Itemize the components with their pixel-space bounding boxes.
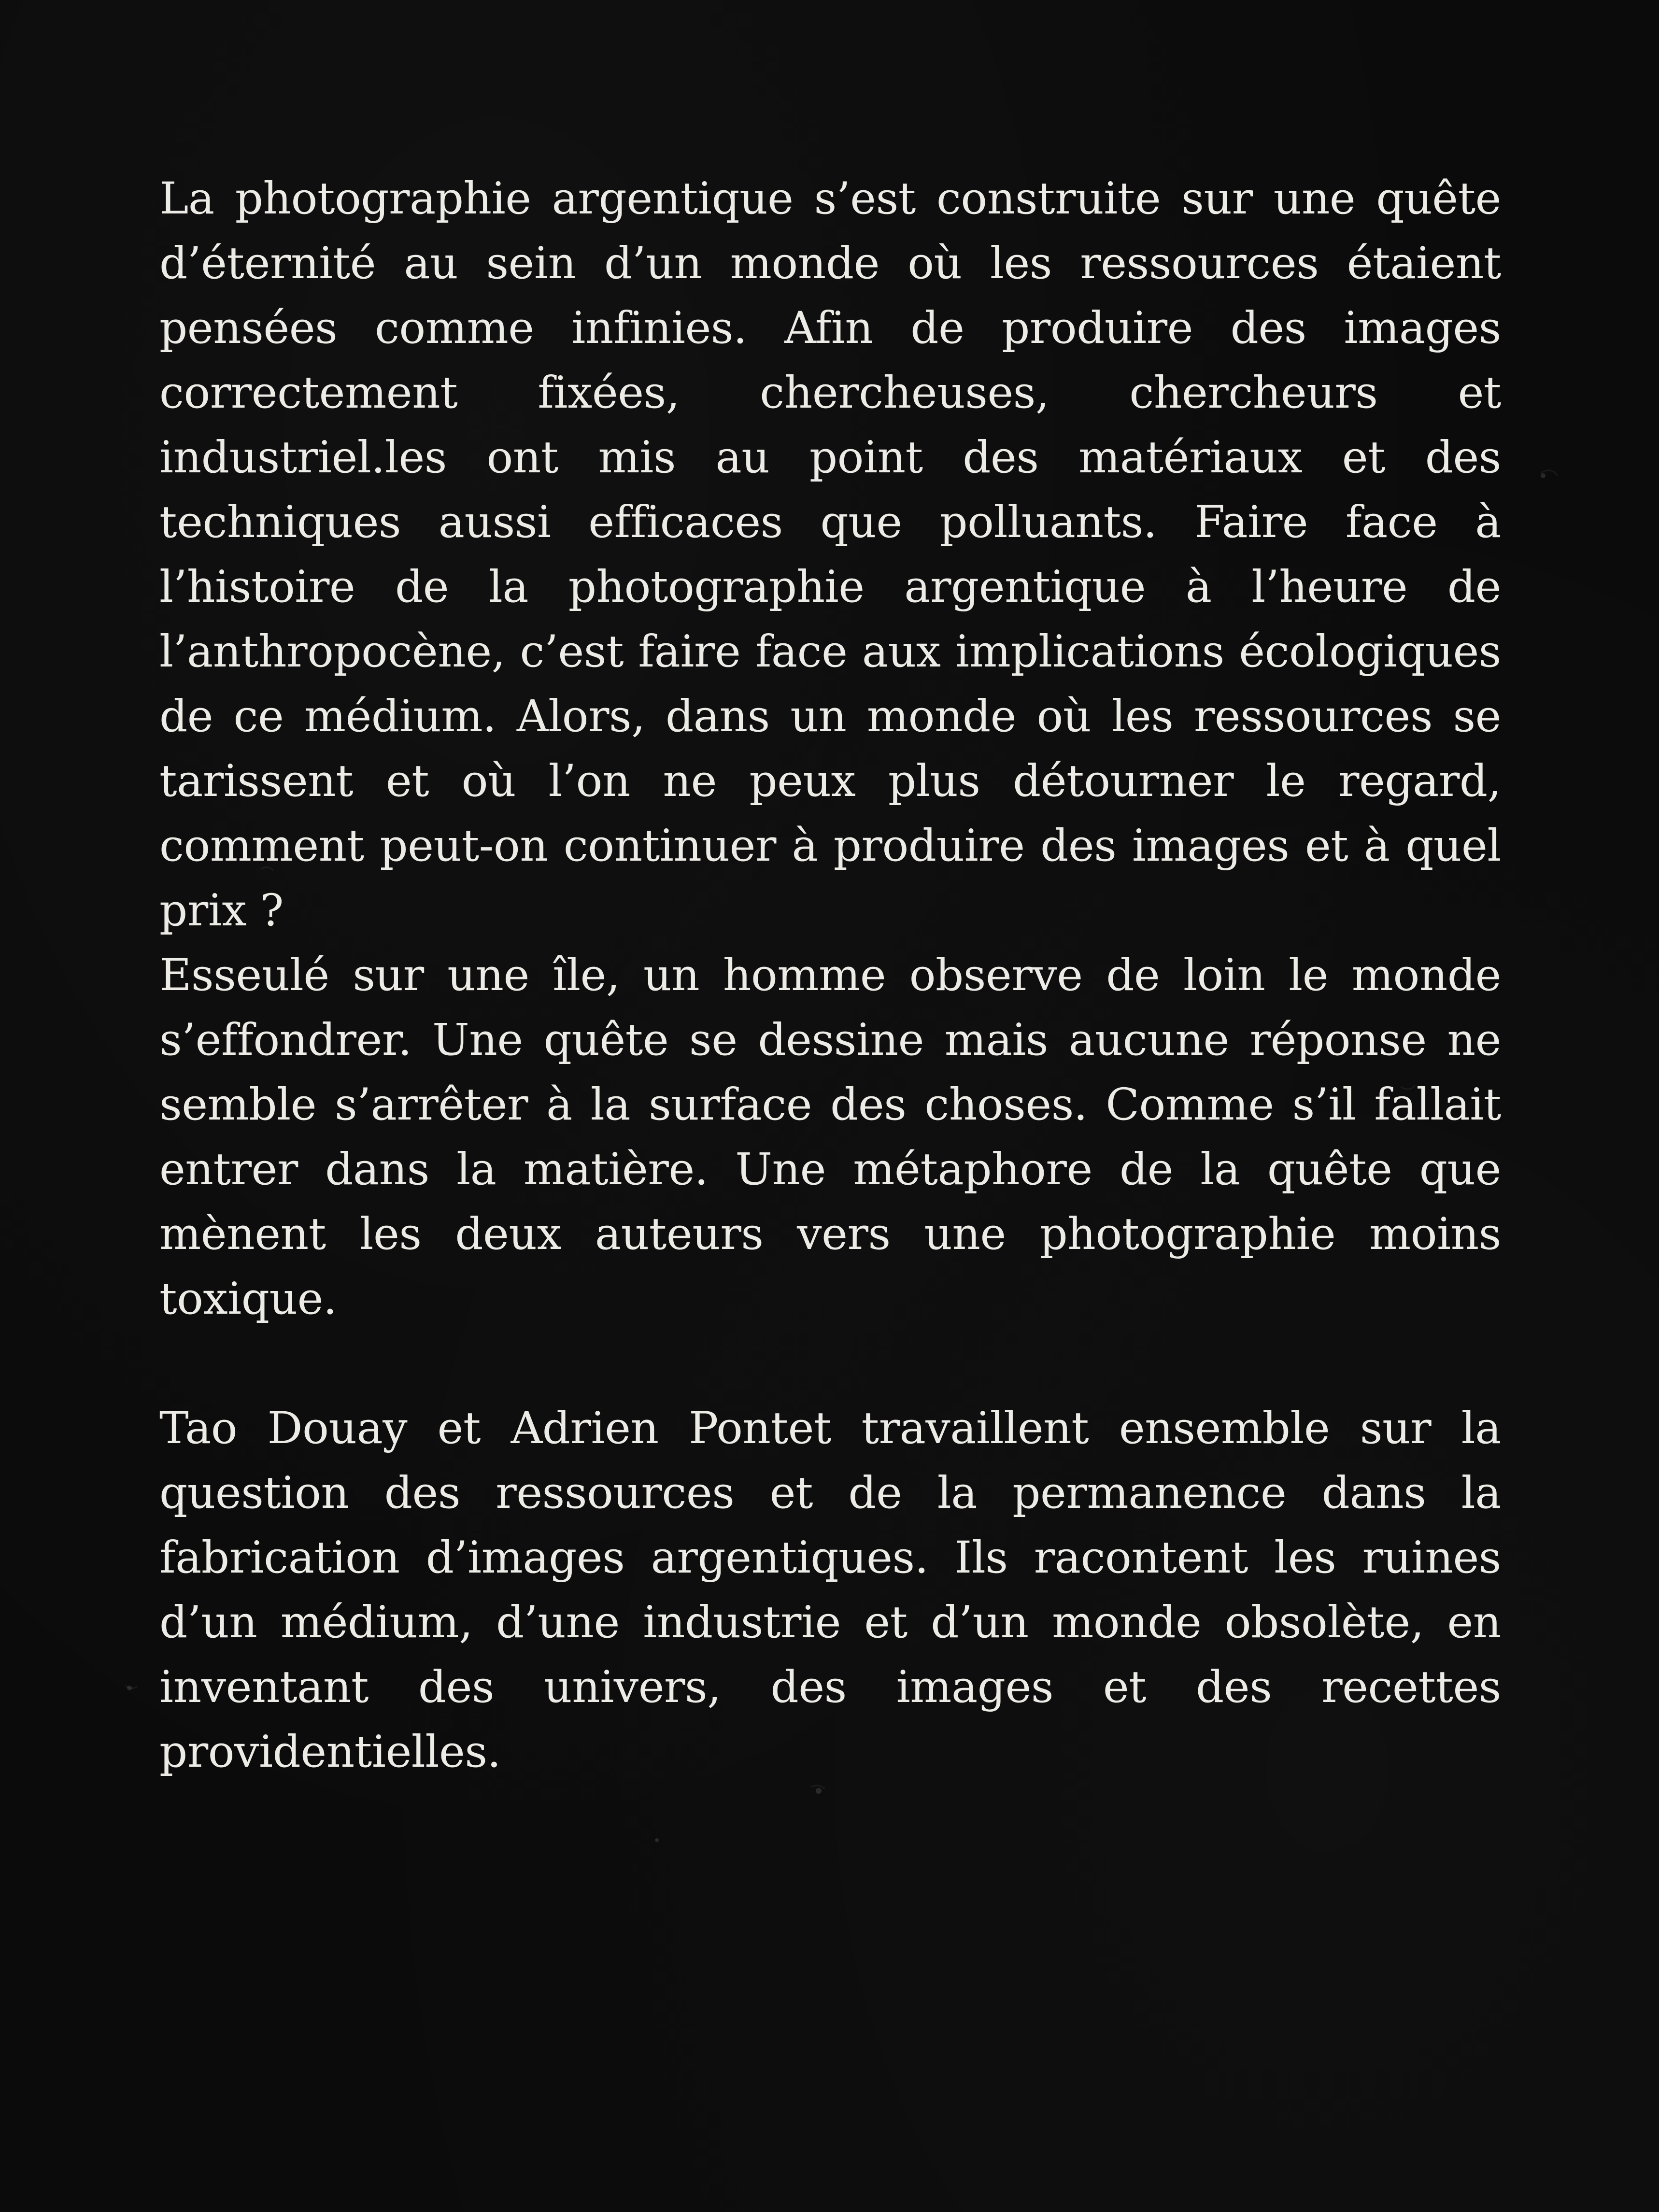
paragraph-story: Esseulé sur une île, un homme observe de loin le monde s’effondrer. Une quête se dessine mais aucune réponse ne semble s’arrêter à la surface des choses. Comme s’il fallait entrer dans la matière. Une métaphore de la quête que mènent les deux auteurs vers une photographie moins toxique. [159, 950, 1501, 1324]
paragraph-gap [159, 1332, 1501, 1396]
paragraph-intro: La photographie argentique s’est construite sur une quête d’éternité au sein d’un monde où les ressources étaient pensées comme infinies. Afin de produire des images correctement fixées, chercheuses, chercheurs et industriel.les ont mis au point des matériaux et des techniques aussi efficaces que polluants. Faire face à l’histoire de la photographie argentique à l’heure de l’anthropocène, c’est faire face aux implications écologiques de ce médium. Alors, dans un monde où les ressources se tarissent et où l’on ne peux plus détourner le regard, comment peut-on continuer à produire des images et à quel prix ? [159, 173, 1501, 936]
body-text [159, 167, 1501, 1785]
paragraph-authors: Tao Douay et Adrien Pontet travaillent ensemble sur la question des ressources et de la permanence dans la fabrication d’images argentiques. Ils racontent les ruines d’un médium, d’une industrie et d’un monde obsolète, en inventant des univers, des images et des recettes providentielles. [159, 1403, 1501, 1777]
